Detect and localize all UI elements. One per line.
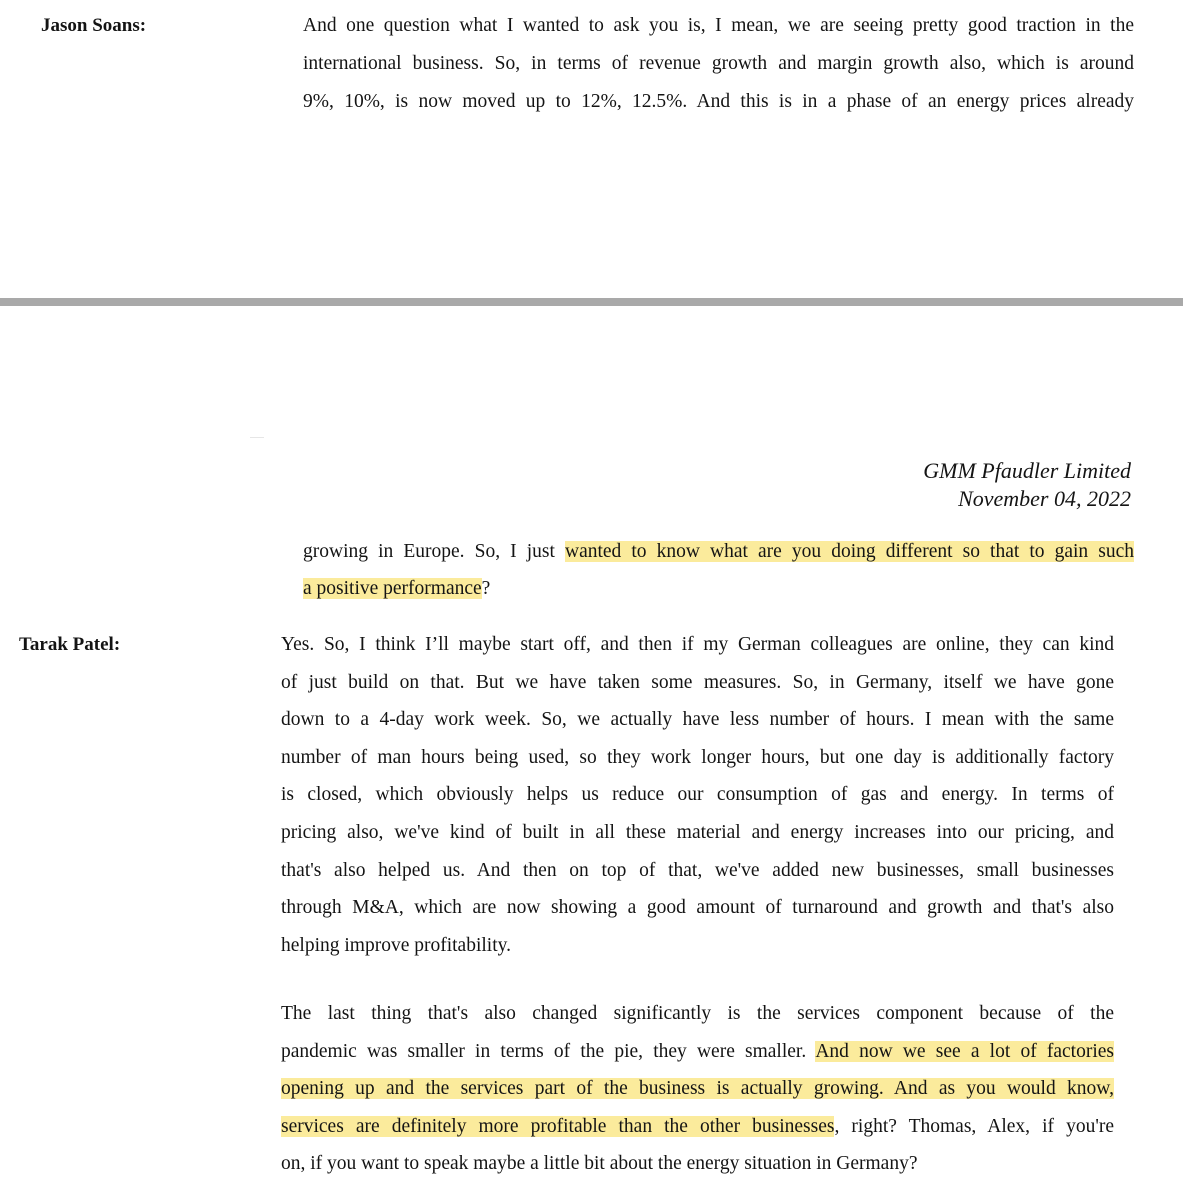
text-line: that's also helped us. And then on top of that, we've added new businesses, small businesses [281, 859, 1114, 881]
highlighted-text: services are definitely more profitable than the other businesses [281, 1115, 835, 1137]
speaker-label-tarak-patel: Tarak Patel: [19, 634, 121, 655]
text-line: is closed, which obviously helps us reduce our consumption of gas and energy. In terms of [281, 784, 1114, 806]
speaker-label-jason-soans: Jason Soans: [41, 15, 147, 36]
text-line: pricing also, we've kind of built in all these material and energy increases into our pricing, and [281, 821, 1114, 843]
page-header [923, 457, 1131, 513]
text-line: number of man hours being used, so they work longer hours, but one day is additionally factory [281, 746, 1114, 768]
page-break-divider [0, 298, 1183, 306]
text-line [281, 1070, 1114, 1108]
text-line: helping improve profitability. [281, 934, 511, 956]
text-line: 9%, 10%, is now moved up to 12%, 12.5%. And this is in a phase of an energy prices already [303, 91, 1134, 112]
tarak-patel-answer-para2 [281, 995, 1114, 1183]
jason-soans-question-part1 [303, 7, 1134, 121]
tarak-patel-answer-para1 [281, 626, 1114, 964]
company-name: GMM Pfaudler Limited [923, 458, 1131, 483]
highlighted-text: wanted to know what are you doing different so that to gain such [564, 541, 1134, 562]
highlighted-text: a positive performance [303, 578, 482, 599]
jason-soans-question-part2 [303, 533, 1134, 607]
text-line: through M&A, which are now showing a good amount of turnaround and growth and that's also [281, 897, 1114, 919]
text-line: down to a 4-day work week. So, we actually have less number of hours. I mean with the same [281, 709, 1114, 731]
text-line: Yes. So, I think I’ll maybe start off, and then if my German colleagues are online, they can kind [281, 634, 1114, 655]
scan-artifact [250, 437, 264, 438]
text-line: services are definitely more profitable than the other businesses, right? Thomas, Alex, if you're [281, 1115, 1114, 1137]
call-date: November 04, 2022 [958, 486, 1131, 511]
text-line: The last thing that's also changed significantly is the services component because of the [281, 1003, 1114, 1024]
text-line: a positive performance? [303, 578, 491, 599]
text-line: on, if you want to speak maybe a little bit about the energy situation in Germany? [281, 1153, 918, 1175]
text-line: international business. So, in terms of revenue growth and margin growth also, which is around [303, 53, 1134, 74]
highlighted-text: opening up and the services part of the business is actually growing. And as you would know, [281, 1078, 1114, 1100]
highlighted-text: And now we see a lot of factories [815, 1040, 1114, 1062]
text-line: of just build on that. But we have taken some measures. So, in Germany, itself we have gone [281, 671, 1114, 693]
text-line: growing in Europe. So, I just wanted to know what are you doing different so that to gain such [303, 541, 1134, 562]
text-line: And one question what I wanted to ask you is, I mean, we are seeing pretty good traction in the [303, 15, 1134, 36]
text-line: pandemic was smaller in terms of the pie, they were smaller. And now we see a lot of factories [281, 1040, 1114, 1062]
